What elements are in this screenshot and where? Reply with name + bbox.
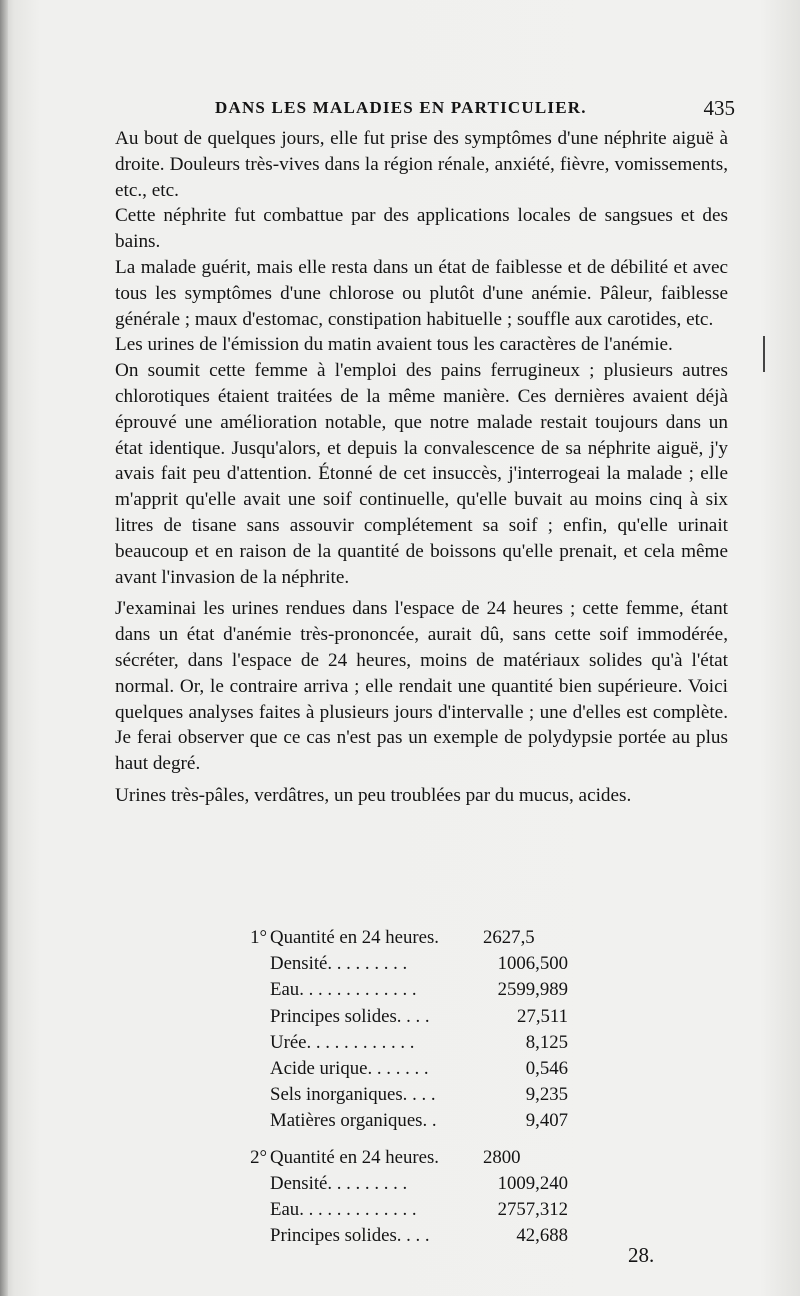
analysis-value: 2800 <box>483 1146 521 1168</box>
analysis-row <box>215 977 635 1003</box>
analysis-value: 0,546 <box>525 1057 568 1079</box>
analysis-value: 42,688 <box>516 1225 568 1247</box>
paragraph: Au bout de quelques jours, elle fut prise des symptômes d'une néphrite aiguë à droite. Douleurs très-vives dans la région rénale, anxiété, fièvre, vomissements, etc., etc. <box>115 128 728 201</box>
body-text <box>115 126 728 809</box>
paragraph: La malade guérit, mais elle resta dans un état de faiblesse et de débilité et avec tous les symptômes d'une chlorose ou plutôt d'une anémie. Pâleur, faiblesse générale ; maux d'estomac, constipation habituelle ; souffle aux carotides, etc. <box>115 256 728 330</box>
analysis-label: Acide urique. . . . . . . <box>270 1057 429 1079</box>
analysis-value: 1009,240 <box>497 1172 568 1194</box>
analysis-row <box>215 1108 635 1134</box>
paragraph: Cette néphrite fut combattue par des applications locales de sangsues et des bains. <box>115 205 728 253</box>
running-head: DANS LES MALADIES EN PARTICULIER. <box>215 98 587 117</box>
analysis-label: Densité. . . . . . . . . <box>270 1172 408 1194</box>
analysis-row <box>215 1056 635 1082</box>
analysis-row <box>215 1030 635 1056</box>
analysis-row <box>215 1145 635 1171</box>
page-edge-shadow <box>0 0 8 1296</box>
analysis-label: Quantité en 24 heures. <box>270 1146 439 1168</box>
analysis-label: Eau. . . . . . . . . . . . . <box>270 1198 417 1220</box>
analysis-label: Sels inorganiques. . . . <box>270 1084 436 1106</box>
paragraph: J'examinai les urines rendues dans l'espace de 24 heures ; cette femme, étant dans un état d'anémie très-prononcée, aurait dû, sans cette soif immodérée, sécréter, dans l'espace de 24 heures, moins de matériaux solides qu'à l'état normal. Or, le contraire arriva ; elle rendait une quantité bien supérieure. Voici quelques analyses faites à plusieurs jours d'intervalle ; une d'elles est complète. Je ferai observer que ce cas n'est pas un exemple de polydypsie portée au plus haut degré. <box>115 598 728 775</box>
analysis-number: 2° <box>250 1146 267 1168</box>
signature-mark: 28. <box>628 1243 655 1267</box>
analysis-value: 2627,5 <box>483 927 535 948</box>
analysis-row <box>215 1197 635 1223</box>
analysis-label: Eau. . . . . . . . . . . . . <box>270 979 417 1001</box>
analysis-value: 9,235 <box>525 1084 568 1106</box>
analysis-value: 8,125 <box>525 1031 568 1053</box>
analysis-label: Principes solides. . . . <box>270 1225 430 1247</box>
analysis-value: 2599,989 <box>497 979 568 1001</box>
paragraph: On soumit cette femme à l'emploi des pains ferrugineux ; plusieurs autres chlorotiques étaient traitées de la même manière. Ces dernières avaient déjà éprouvé une amélioration notable, que notre malade restait toujours dans un état identique. Jusqu'alors, et depuis la convalescence de sa néphrite aiguë, j'y avais fait peu d'attention. Étonné de cet insuccès, j'interrogeai la malade ; elle m'apprit qu'elle avait une soif continuelle, qu'elle buvait au moins cinq à six litres de tisane sans assouvir complétement sa soif ; enfin, qu'elle urinait beaucoup et en raison de la quantité de boissons qu'elle prenait, et cela même avant l'invasion de la néphrite. <box>115 360 728 588</box>
analysis-row <box>215 1171 635 1197</box>
analysis-label: Quantité en 24 heures. <box>270 927 439 948</box>
analysis-row <box>215 925 635 951</box>
analysis-row <box>215 951 635 977</box>
analysis-number: 1° <box>250 927 267 948</box>
urine-analyses <box>215 925 635 1249</box>
analysis-value: 2757,312 <box>497 1198 568 1220</box>
paragraph: Urines très-pâles, verdâtres, un peu troublées par du mucus, acides. <box>115 784 632 806</box>
margin-pencil-mark <box>763 336 765 372</box>
page-number: 435 <box>703 96 735 120</box>
analysis-label: Principes solides. . . . <box>270 1005 430 1027</box>
analysis-label: Densité. . . . . . . . . <box>270 953 408 975</box>
analysis-label: Matières organiques. . <box>270 1110 437 1132</box>
analysis-value: 9,407 <box>525 1110 568 1132</box>
analysis-row <box>215 1004 635 1030</box>
analysis-value: 27,511 <box>517 1005 568 1027</box>
analysis-row <box>215 1082 635 1108</box>
page-header <box>215 96 735 126</box>
paragraph: Les urines de l'émission du matin avaient tous les caractères de l'anémie. <box>115 334 673 356</box>
analysis-spacer <box>215 1135 635 1145</box>
analysis-value: 1006,500 <box>497 953 568 975</box>
analysis-label: Urée. . . . . . . . . . . . <box>270 1031 415 1053</box>
analysis-row <box>215 1223 635 1249</box>
